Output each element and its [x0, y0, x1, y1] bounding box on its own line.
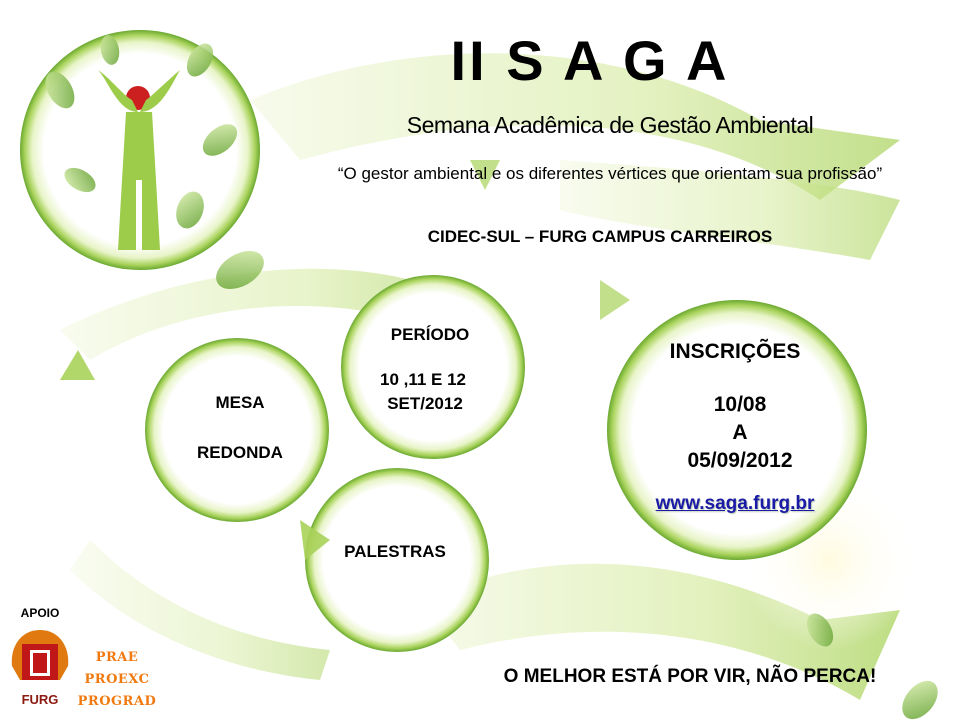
periodo-label: PERÍODO — [390, 325, 470, 344]
slogan: O MELHOR ESTÁ POR VIR, NÃO PERCA! — [503, 666, 877, 687]
partner-prae: PRAE — [95, 650, 139, 665]
furg-label: FURG — [21, 692, 59, 707]
support-label: APOIO — [20, 606, 60, 620]
inscricoes-label: INSCRIÇÕES — [669, 340, 801, 363]
saga-website-link[interactable]: www.saga.furg.br — [655, 493, 815, 514]
inscricoes-sep: A — [732, 421, 748, 444]
periodo-circle-ring — [341, 275, 525, 459]
mesa-label: MESA — [215, 393, 265, 412]
palestras-label: PALESTRAS — [344, 542, 446, 561]
mesa-circle-ring — [145, 338, 329, 522]
event-venue: CIDEC-SUL – FURG CAMPUS CARREIROS — [427, 227, 773, 246]
arrow-decor-4 — [600, 280, 630, 320]
partner-prograd: PROGRAD — [77, 694, 157, 709]
furg-logo-icon — [10, 628, 70, 686]
event-theme: “O gestor ambiental e os diferentes vértices que orientam sua profissão” — [337, 164, 883, 183]
periodo-month: SET/2012 — [387, 394, 463, 413]
inscricoes-start: 10/08 — [713, 393, 767, 416]
redonda-label: REDONDA — [197, 443, 283, 462]
event-title: II S A G A — [450, 29, 730, 92]
partner-proexc: PROEXC — [84, 672, 150, 687]
inscricoes-end: 05/09/2012 — [687, 449, 793, 472]
periodo-days: 10 ,11 E 12 — [379, 370, 467, 389]
event-subtitle: Semana Acadêmica de Gestão Ambiental — [406, 112, 814, 138]
